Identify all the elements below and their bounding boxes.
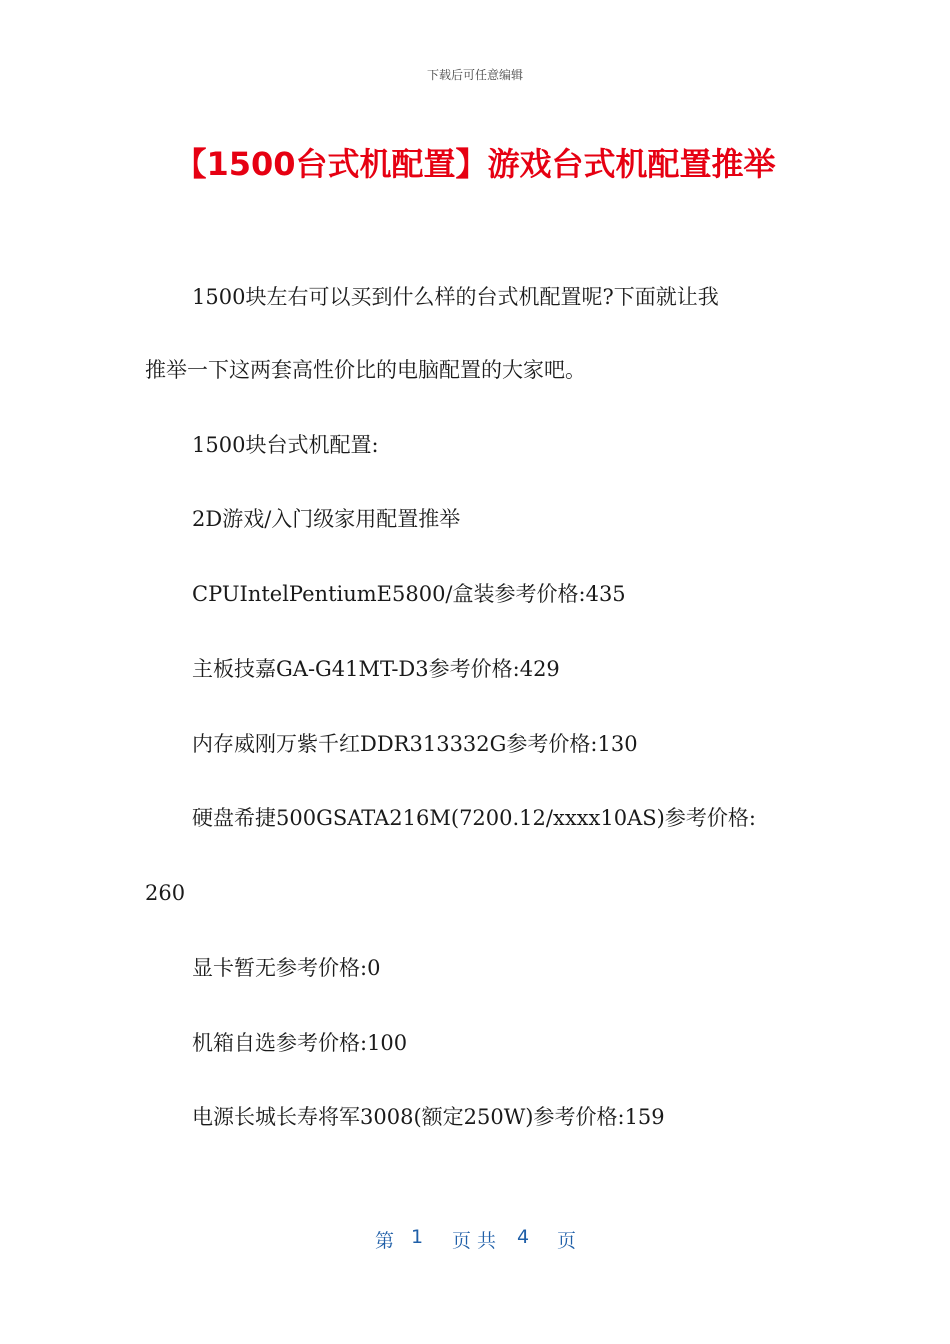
page-footer — [0, 1226, 950, 1252]
paragraph-motherboard: 主板技嘉GA-G41MT-D3参考价格:429 — [192, 657, 560, 681]
paragraph-cpu: CPUIntelPentiumE5800/盒装参考价格:435 — [192, 582, 626, 606]
paragraph-intro-line2: 推举一下这两套高性价比的电脑配置的大家吧。 — [145, 358, 586, 382]
paragraph-harddisk: 硬盘希捷500GSATA216M(7200.12/xxxx10AS)参考价格: — [192, 806, 756, 830]
paragraph-harddisk-price: 260 — [145, 881, 186, 905]
footer-di: 第 — [375, 1230, 395, 1252]
paragraph-case: 机箱自选参考价格:100 — [192, 1031, 408, 1055]
paragraph-memory: 内存威刚万紫千红DDR313332G参考价格:130 — [192, 732, 638, 756]
footer-page-number: 1 — [411, 1226, 424, 1248]
header-note: 下载后可任意编辑 — [426, 68, 523, 82]
paragraph-psu: 电源长城长寿将军3008(额定250W)参考价格:159 — [192, 1105, 665, 1129]
document-title: 【1500台式机配置】游戏台式机配置推举 — [174, 145, 776, 183]
paragraph-gpu: 显卡暂无参考价格:0 — [192, 956, 381, 980]
footer-ye-gong: 页 共 — [452, 1230, 497, 1252]
paragraph-config-heading: 1500块台式机配置: — [192, 433, 379, 457]
paragraph-config-category: 2D游戏/入门级家用配置推举 — [192, 507, 461, 531]
paragraph-intro-line1: 1500块左右可以买到什么样的台式机配置呢?下面就让我 — [192, 285, 719, 309]
footer-ye: 页 — [557, 1230, 577, 1252]
footer-total-pages: 4 — [517, 1226, 530, 1248]
